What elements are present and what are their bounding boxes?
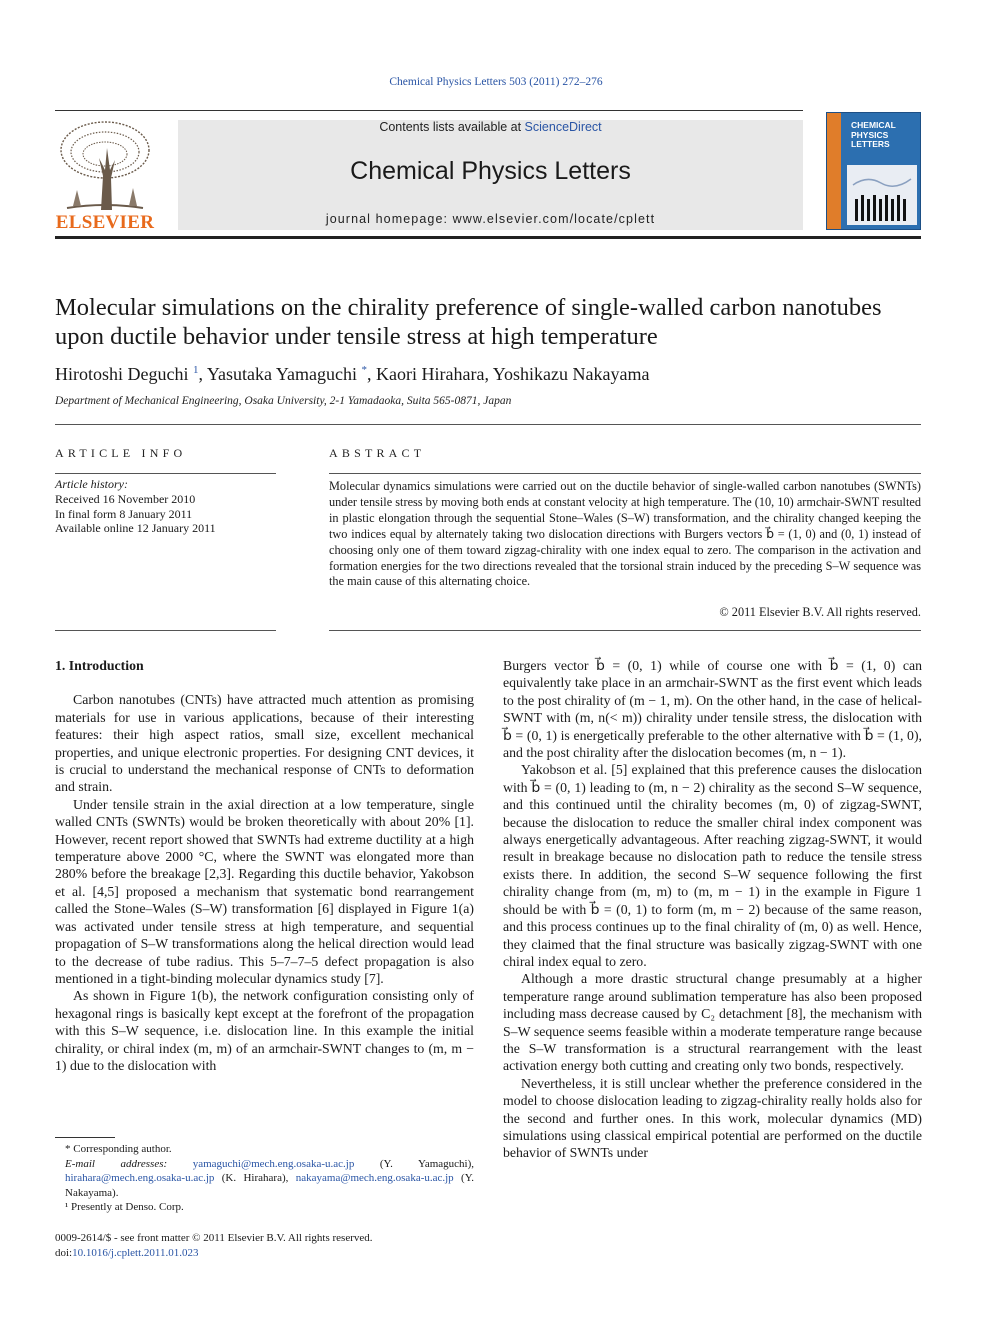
email-owner: (Y. Nakayama). [65, 1172, 474, 1199]
copyright: © 2011 Elsevier B.V. All rights reserved. [719, 605, 921, 619]
author-list: Hirotoshi Deguchi $^1$, Yasutaka Yamaguchi *, Kaori Hirahara, Yoshikazu Nakayama [55, 364, 650, 384]
info-rule [55, 630, 276, 631]
cover-title: CHEMICAL PHYSICS LETTERS [851, 120, 896, 149]
body-paragraph: As shown in Figure 1(b), the network configuration consisting only of hexagonal rings is basically kept except at the forefront of the propagation with this S–W sequence, i.e. dislocation line. In this example the initial chirality, or chiral index (m, m) of an armchair-SWNT changes to (m, m − 1) due to the dislocation with [55, 988, 474, 1073]
journal-cover-thumbnail [826, 112, 921, 230]
abstract-text: Molecular dynamics simulations were carried out on the ductile behavior of single-walled carbon nanotubes (SWNTs) under tensile stress by moving both ends at constant velocity at high temperature. The (10, 10) armchair-SWNT resulted in plastic elongation through the sequential Stone–Wales (S–W) transformation, and the chirality changed keeping the two indices equal by alternately taking two dislocation directions with Burgers vectors b⃗ = (1, 0) and (0, 1) instead of choosing only one of them toward zigzag-chirality with one index equal to zero. The comparison in the activation and formation energies for the two directions revealed that the torsional strain induced by the preceding S–W sequence was the main cause of this alternating choice. [329, 479, 921, 589]
body-paragraph: Yakobson et al. [5] explained that this preference causes the dislocation with b⃗ = (0, 1) leading to (m, n − 2) chirality as the second S–W sequence, and this continued until the chirality becomes (m, 0) of zigzag-SWNT, because the dislocation to reduce the smaller chiral index component was always energetically advantageous. After reaching zigzag-SWNT, it would result in breakage because no dislocation path to reduce the tensile stress exists there. In addition, the second S–W sequence following the first chirality change from (m, m) to (m, m − 1) in the example in Figure 1 should be with b⃗ = (0, 1) to form (m, m − 2) because of the same reason, and this process continues up to the final chirality of (m, 0) as well. Hence, they claimed that the final structure was basically zigzag-SWNT with one chiral index equal to zero. [503, 762, 922, 969]
email-link[interactable]: yamaguchi@mech.eng.osaka-u.ac.jp [192, 1157, 355, 1170]
author-mark[interactable]: 1 [192, 364, 199, 376]
journal-name: Chemical Physics Letters [350, 157, 631, 185]
info-rule [55, 473, 276, 474]
email-label: E-mail addresses: [65, 1157, 168, 1170]
header-rule-thick [55, 236, 921, 239]
body-paragraph: Under tensile strain in the axial direction at a low temperature, single walled CNTs (SWNTs) would be broken theoretically with about 20% [1]. However, recent report showed that SWNTs had extreme ductility at a high temperature above 2000 °C, where the SWNT was elongated more than 280% before the breakage [2,3]. Regarding this ductile behavior, Yakobson et al. [4,5] proposed a mechanism that systematic bond rearrangement called the Stone–Wales (S–W) transformation [6] displayed in Figure 1(a) was activated under tensile stress at high temperature, and sequential propagation of S–W transformations along the helical direction would lead to the decrease of tube radius. This 5–7–7–5 defect propagation is also mentioned in a tight-binding molecular dynamics study [7]. [55, 796, 474, 986]
author-name: Kaori Hirahara [376, 364, 485, 384]
email-link[interactable]: hirahara@mech.eng.osaka-u.ac.jp [65, 1172, 215, 1184]
footnote-present-address: ¹ Presently at Denso. Corp. [65, 1201, 184, 1213]
history-label: Article history: [55, 477, 128, 491]
body-paragraph: Although a more drastic structural change presumably at a higher temperature range around sublimation temperature has also been proposed including mass decrease caused by C₂ detachment [8], the mechanism with S–W sequence seems feasible within a moderate temperature range because the S–W transformation is a structural rearrangement with the least activation energy both cutting and creating only two bonds, respectively. [503, 971, 922, 1074]
body-paragraph: Burgers vector b⃗ = (0, 1) while of course one with b⃗ = (1, 0) can equivalently take place in an armchair-SWNT as the first event which leads to the post chirality of (m − 1, m). On the other hand, in the case of helical-SWNT with (m, n(< m)) chirality under tensile stress, the dislocation with b⃗ = (0, 1) is energetically preferable to the other alternative with b⃗ = (1, 0), and the post chirality after the dislocation becomes (m, n − 1). [503, 658, 922, 761]
journal-citation[interactable]: Chemical Physics Letters 503 (2011) 272–276 [389, 76, 603, 88]
author-mark[interactable]: * [361, 364, 367, 376]
abstract-rule [329, 473, 921, 474]
body-paragraph: Carbon nanotubes (CNTs) have attracted much attention as promising materials for use in various applications, because of their interesting features: their high aspect ratios, small size, excellent mechanical properties, and unique electronic properties. For designing CNT devices, it is crucial to understand the mechanical response of CNTs to deformation and strain. [55, 692, 474, 795]
abstract-heading: ABSTRACT [329, 446, 426, 460]
body-column-right [503, 657, 922, 1162]
history-online: Available online 12 January 2011 [55, 521, 216, 536]
email-owner: (Y. Yamaguchi), [379, 1157, 474, 1170]
doi-prefix: doi: [55, 1246, 73, 1259]
article-info-heading: ARTICLE INFO [55, 446, 187, 460]
footnote-rule [55, 1137, 115, 1138]
contents-line [178, 120, 803, 134]
header-rule [55, 110, 803, 111]
author-name: Yoshikazu Nakayama [492, 364, 650, 384]
cover-image [847, 165, 917, 225]
section-rule [55, 424, 921, 425]
footnote-emails [55, 1157, 474, 1201]
body-paragraph: Nevertheless, it is still unclear whether the preference considered in the model to choose dislocation leading to zigzag-chirality really holds also for the second and further ones. In this work, molecular dynamics (MD) simulations using classical empirical potential are performed on the ductile behavior of SWNTs under [503, 1075, 922, 1161]
email-link[interactable]: nakayama@mech.eng.osaka-u.ac.jp [295, 1172, 454, 1184]
contents-prefix: Contents lists available at [379, 120, 525, 134]
author-name: Hirotoshi Deguchi [55, 364, 189, 384]
email-owner: (K. Hirahara), [221, 1172, 289, 1184]
cover-strip [827, 113, 841, 230]
body-column-left [55, 657, 474, 1074]
article-title: Molecular simulations on the chirality preference of single-walled carbon nanotubes upon ductile behavior under tensile stress at high temperature [55, 294, 882, 350]
history-final-form: In final form 8 January 2011 [55, 506, 193, 521]
journal-homepage[interactable]: journal homepage: www.elsevier.com/locate/cplett [325, 212, 656, 226]
sciencedirect-link[interactable]: ScienceDirect [524, 120, 602, 134]
elsevier-wordmark: ELSEVIER [55, 212, 155, 233]
front-matter-line: 0009-2614/$ - see front matter © 2011 Elsevier B.V. All rights reserved. [55, 1232, 373, 1244]
author-name: Yasutaka Yamaguchi [206, 364, 357, 384]
footnotes [55, 1142, 474, 1215]
doi-line [55, 1246, 474, 1261]
footnote-corresponding: * Corresponding author. [65, 1143, 172, 1155]
affiliation: Department of Mechanical Engineering, Osaka University, 2-1 Yamadaoka, Suita 565-0871, Japan [55, 395, 512, 407]
abstract-rule [329, 630, 921, 631]
section-heading: 1. Introduction [55, 658, 144, 673]
front-matter [55, 1231, 474, 1260]
history-received: Received 16 November 2010 [55, 491, 196, 506]
article-history [55, 477, 276, 536]
doi-link[interactable]: 10.1016/j.cplett.2011.01.023 [72, 1246, 199, 1259]
